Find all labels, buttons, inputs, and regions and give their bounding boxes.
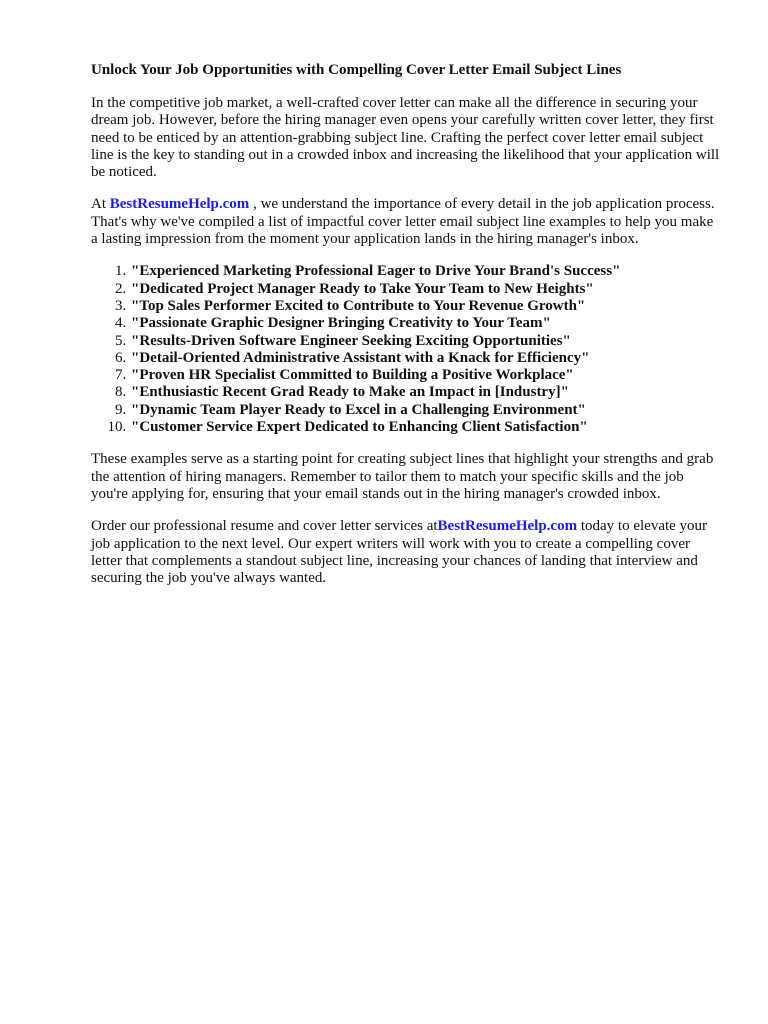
document-page <box>91 60 721 602</box>
list-item: 10. "Customer Service Expert Dedicated to Enhancing Client Satisfaction" <box>130 419 721 436</box>
list-item: 2. "Dedicated Project Manager Ready to Take Your Team to New Heights" <box>130 281 721 298</box>
list-item: 6. "Detail-Oriented Administrative Assistant with a Knack for Efficiency" <box>130 350 721 367</box>
list-item: 3. "Top Sales Performer Excited to Contribute to Your Revenue Growth" <box>130 298 721 315</box>
list-item: 7. "Proven HR Specialist Committed to Building a Positive Workplace" <box>130 367 721 384</box>
list-item: 9. "Dynamic Team Player Ready to Excel in a Challenging Environment" <box>130 402 721 419</box>
list-item: 5. "Results-Driven Software Engineer Seeking Exciting Opportunities" <box>130 333 721 350</box>
bestresumehelp-order-link[interactable]: BestResumeHelp.com <box>437 518 578 535</box>
document-title: Unlock Your Job Opportunities with Compelling Cover Letter Email Subject Lines <box>91 62 622 78</box>
company-paragraph-prefix: At <box>91 196 110 213</box>
company-paragraph <box>91 196 721 248</box>
order-paragraph <box>91 518 721 587</box>
order-paragraph-text: today to elevate your job application to the next level. Our expert writers will work with you to create a compelling cover letter that complements a standout subject line, increasing your chances of landing that interview and securing the job you've always wanted. <box>91 518 708 587</box>
company-paragraph-text: , we understand the importance of every detail in the job application process. That's why we've compiled a list of impactful cover letter email subject line examples to help you make a lasting impression from the moment your application lands in the hiring manager's inbox. <box>91 196 715 248</box>
list-item: 8. "Enthusiastic Recent Grad Ready to Make an Impact in [Industry]" <box>130 384 721 401</box>
list-item: 4. "Passionate Graphic Designer Bringing Creativity to Your Team" <box>130 315 721 332</box>
tailoring-paragraph: These examples serve as a starting point for creating subject lines that highlight your strengths and grab the attention of hiring managers. Remember to tailor them to match your specific skills and the job you're applying for, ensuring that your email stands out in the hiring manager's crowded inbox. <box>91 451 714 502</box>
bestresumehelp-link[interactable]: BestResumeHelp.com <box>109 196 250 213</box>
list-item: 1. "Experienced Marketing Professional Eager to Drive Your Brand's Success" <box>130 263 721 280</box>
order-paragraph-prefix: Order our professional resume and cover letter services at <box>91 518 438 535</box>
intro-paragraph: In the competitive job market, a well-crafted cover letter can make all the difference in securing your dream job. However, before the hiring manager even opens your carefully written cover letter, they first need to be enticed by an attention-grabbing subject line. Crafting the perfect cover letter email subject line is the key to standing out in a crowded inbox and increasing the likelihood that your application will be noticed. <box>91 95 720 181</box>
subject-line-examples-list <box>91 263 721 436</box>
